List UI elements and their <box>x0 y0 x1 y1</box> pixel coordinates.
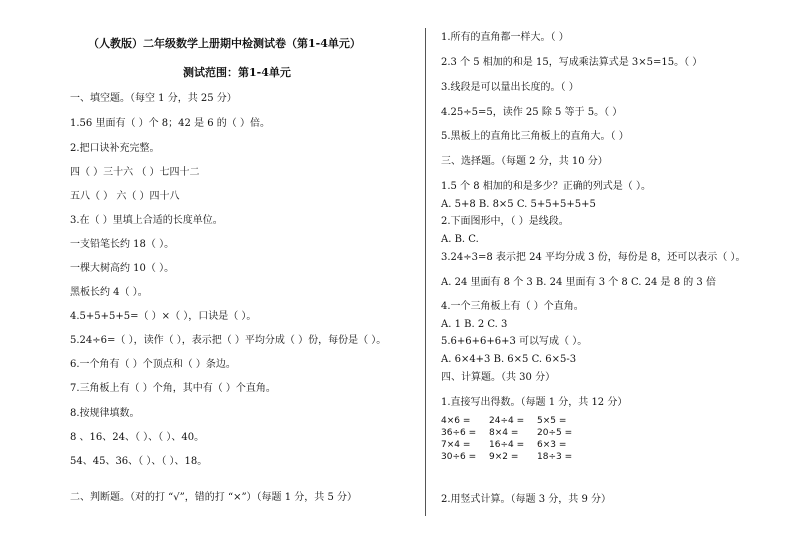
question-2: 2.把口诀补充完整。 <box>70 143 160 154</box>
question-8-line-a: 8 、16、24、（ ）、（ ）、40。 <box>70 432 205 443</box>
question-5: 5.24÷6=（ ），读作（ ），表示把（ ）平均分成（ ）份，每份是（ ）。 <box>70 335 387 346</box>
left-column <box>70 0 415 549</box>
calc-row <box>441 440 585 451</box>
question-3-line-a: 一支铅笔长约 18（ ）。 <box>70 239 175 250</box>
judge-3: 3.线段是可以量出长度的。（ ） <box>441 82 579 93</box>
choice-2-options: A. B. C. <box>441 234 479 245</box>
question-3-line-b: 一棵大树高约 10（ ）。 <box>70 263 175 274</box>
exam-title: （人教版）二年级数学上册期中检测试卷（第1-4单元） <box>88 37 361 50</box>
question-8-line-b: 54、45、36、（ ）、（ ）、18。 <box>70 456 208 467</box>
choice-3: 3.24÷3=8 表示把 24 平均分成 3 份，每份是 8，还可以表示（ ）。 <box>441 252 746 263</box>
calc-item: 7×4 = <box>441 440 471 450</box>
column-divider <box>425 28 426 516</box>
calc-item: 16÷4 = <box>489 440 525 450</box>
calc-item: 20÷5 = <box>537 428 573 438</box>
calc-item: 18÷3 = <box>537 452 573 462</box>
calc-item: 8×4 = <box>489 428 519 438</box>
question-1: 1.56 里面有（ ）个 8；42 是 6 的（ ）倍。 <box>70 118 270 129</box>
choice-2: 2.下面图形中，（ ）是线段。 <box>441 216 569 227</box>
calc-item: 30÷6 = <box>441 452 477 462</box>
choice-3-options: A. 24 里面有 8 个 3 B. 24 里面有 3 个 8 C. 24 是 8 的 3 倍 <box>441 277 716 288</box>
question-8: 8.按规律填数。 <box>70 408 140 419</box>
question-6: 6.一个角有（ ）个顶点和（ ）条边。 <box>70 359 236 370</box>
question-4: 4.5+5+5+5=（ ）×（ ），口诀是（ ）。 <box>70 311 257 322</box>
section-calculation: 四、计算题。（共 30 分） <box>441 372 556 383</box>
judge-2: 2.3 个 5 相加的和是 15，写成乘法算式是 3×5=15。（ ） <box>441 57 703 68</box>
right-column <box>441 0 786 549</box>
calc-2: 2.用竖式计算。（每题 3 分，共 9 分） <box>441 494 611 505</box>
calc-1: 1.直接写出得数。（每题 1 分，共 12 分） <box>441 397 628 408</box>
question-3: 3.在（ ）里填上合适的长度单位。 <box>70 215 223 226</box>
choice-5: 5.6+6+6+6+3 可以写成（ ）。 <box>441 336 588 347</box>
judge-4: 4.25÷5=5，读作 25 除 5 等于 5。（ ） <box>441 107 623 118</box>
test-range: 测试范围：第1-4单元 <box>183 66 291 79</box>
calc-item: 36÷6 = <box>441 428 477 438</box>
calc-row <box>441 452 585 463</box>
choice-4: 4.一个三角板上有（ ）个直角。 <box>441 301 584 312</box>
choice-1: 1.5 个 8 相加的和是多少？正确的列式是（ ）。 <box>441 181 651 192</box>
choice-4-options: A. 1 B. 2 C. 3 <box>441 319 508 330</box>
question-2-line-a: 四（ ）三十六 （ ）七四十二 <box>70 167 200 178</box>
calc-item: 9×2 = <box>489 452 519 462</box>
section-fill-blanks: 一、填空题。（每空 1 分，共 25 分） <box>70 93 237 104</box>
question-3-line-c: 黑板长约 4（ ）。 <box>70 287 148 298</box>
section-true-false: 二、判断题。（对的打 “√”，错的打 “×”）（每题 1 分，共 5 分） <box>70 492 357 503</box>
judge-1: 1.所有的直角都一样大。（ ） <box>441 32 569 43</box>
question-2-line-b: 五八（ ） 六（ ）四十八 <box>70 191 180 202</box>
calc-item: 4×6 = <box>441 416 471 426</box>
section-choice: 三、选择题。（每题 2 分，共 10 分） <box>441 156 608 167</box>
calc-item: 24÷4 = <box>489 416 525 426</box>
calc-item: 5×5 = <box>537 416 567 426</box>
judge-5: 5.黑板上的直角比三角板上的直角大。（ ） <box>441 131 629 142</box>
calc-row <box>441 428 585 439</box>
calc-item: 6×3 = <box>537 440 567 450</box>
calc-row <box>441 416 585 427</box>
question-7: 7.三角板上有（ ）个角，其中有（ ）个直角。 <box>70 383 276 394</box>
choice-5-options: A. 6×4+3 B. 6×5 C. 6×5-3 <box>441 354 577 365</box>
choice-1-options: A. 5+8 B. 8×5 C. 5+5+5+5+5 <box>441 199 596 210</box>
